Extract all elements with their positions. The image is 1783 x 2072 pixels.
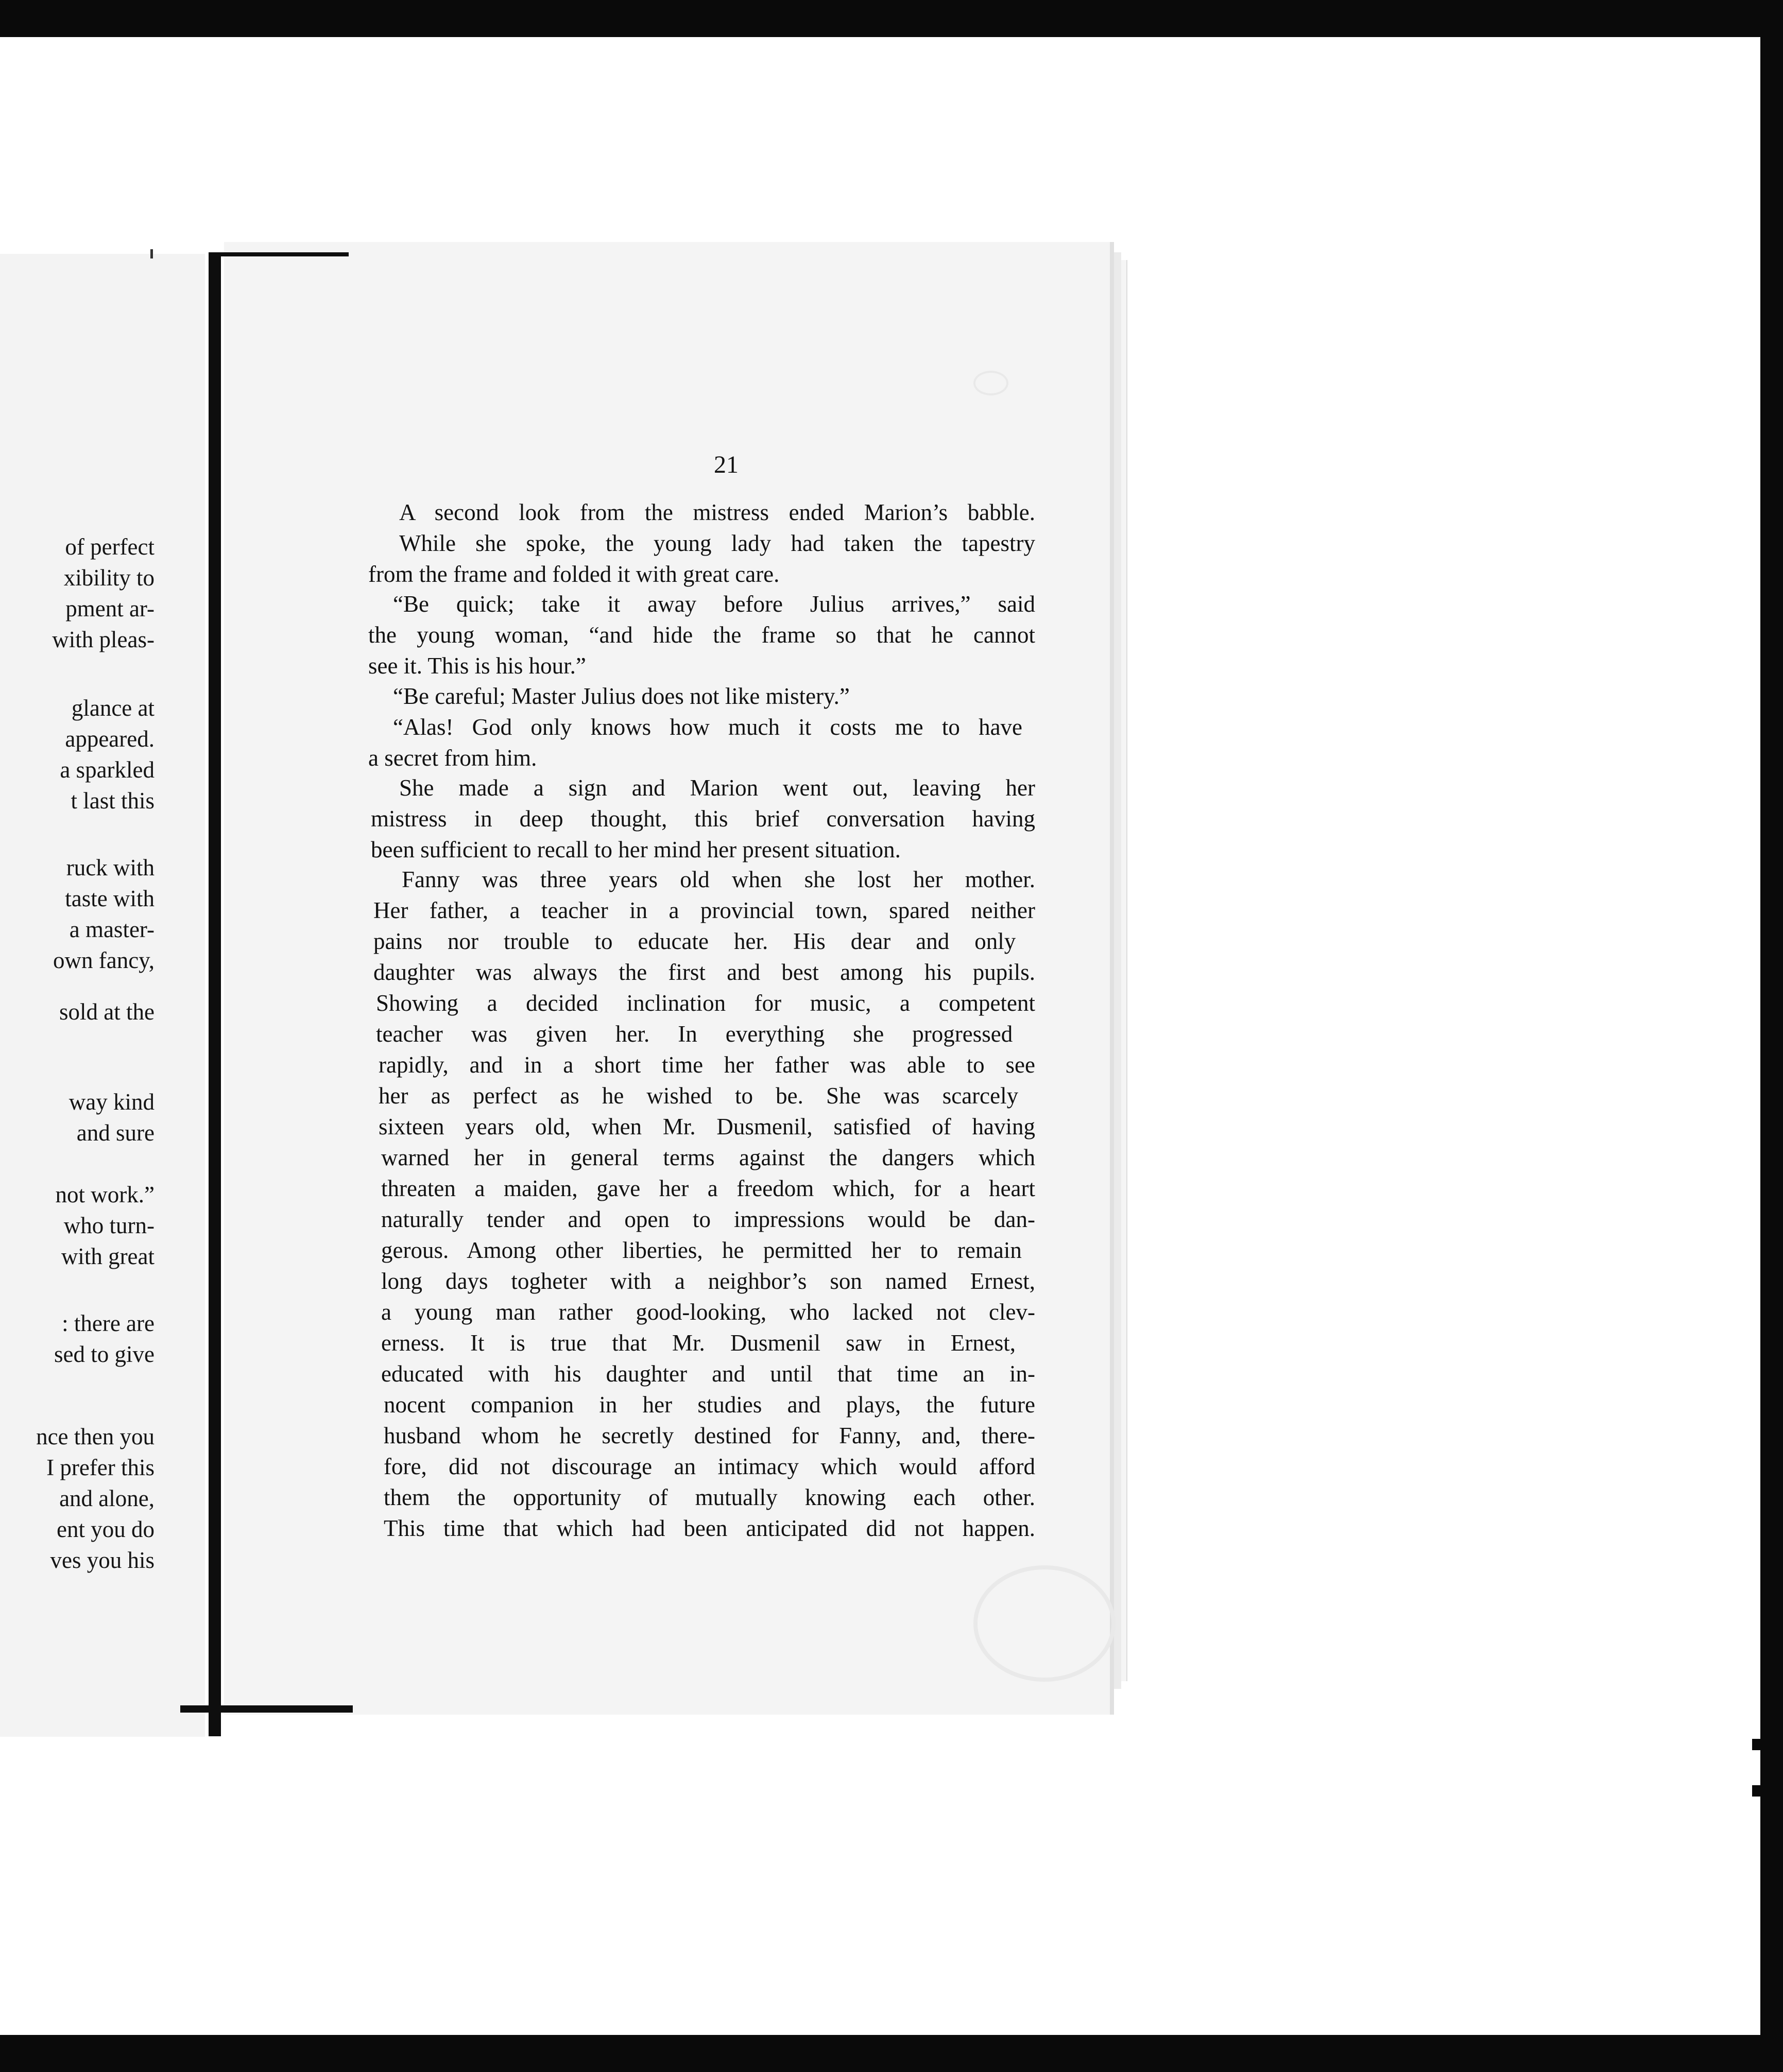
film-border-bottom bbox=[0, 2035, 1783, 2072]
page-edge bbox=[1121, 260, 1127, 1681]
text-line: husband whom he secretly destined for Fanny, and, there- bbox=[384, 1423, 1035, 1448]
binding-mark bbox=[150, 249, 153, 258]
left-page bbox=[0, 254, 205, 1737]
text-line: her as perfect as he wished to be. She was scarcely bbox=[379, 1083, 1019, 1109]
border-notch bbox=[1752, 1785, 1760, 1797]
paper-stain bbox=[973, 1565, 1116, 1682]
text-line: “Be quick; take it away before Julius arrives,” said bbox=[393, 591, 1035, 617]
text-line: see it. This is his hour.” bbox=[368, 653, 586, 679]
page-edge bbox=[1114, 252, 1121, 1689]
left-page-line: of perfect bbox=[65, 534, 155, 560]
book-binding-bottom bbox=[180, 1705, 353, 1713]
left-page-line: with great bbox=[61, 1244, 155, 1269]
left-page-line: and sure bbox=[76, 1120, 155, 1146]
text-line: long days togheter with a neighbor’s son named Ernest, bbox=[381, 1268, 1035, 1294]
text-line: This time that which had been anticipated did not happen. bbox=[384, 1515, 1035, 1541]
left-page-line: ent you do bbox=[57, 1516, 155, 1542]
left-page-line: pment ar- bbox=[65, 596, 155, 621]
left-page-line: nce then you bbox=[36, 1424, 155, 1449]
text-line: “Alas! God only knows how much it costs me to have bbox=[393, 714, 1023, 740]
paper-stain bbox=[973, 371, 1008, 395]
text-line: a young man rather good-looking, who lacked not clev- bbox=[381, 1299, 1035, 1325]
left-page-line: I prefer this bbox=[46, 1455, 155, 1480]
left-page-line: ves you his bbox=[50, 1547, 155, 1573]
left-page-line: with pleas- bbox=[52, 627, 155, 652]
text-line: a secret from him. bbox=[368, 745, 537, 771]
left-page-line: xibility to bbox=[63, 565, 155, 591]
text-line: mistress in deep thought, this brief conversation having bbox=[371, 806, 1035, 832]
text-line: teacher was given her. In everything she progressed bbox=[376, 1021, 1013, 1047]
text-line: threaten a maiden, gave her a freedom which, for a heart bbox=[381, 1176, 1035, 1201]
text-line: warned her in general terms against the dangers which bbox=[381, 1145, 1035, 1170]
left-page-line: own fancy, bbox=[53, 947, 155, 973]
film-border-right bbox=[1760, 37, 1783, 2035]
film-border-top bbox=[0, 0, 1783, 37]
text-line: the young woman, “and hide the frame so that he cannot bbox=[368, 622, 1035, 648]
text-line: gerous. Among other liberties, he permitted her to remain bbox=[381, 1237, 1022, 1263]
left-page-line: who turn- bbox=[63, 1213, 155, 1238]
text-line: A second look from the mistress ended Marion’s babble. bbox=[399, 499, 1035, 525]
text-line: fore, did not discourage an intimacy which would afford bbox=[384, 1454, 1035, 1479]
left-page-line: taste with bbox=[65, 886, 155, 911]
border-notch bbox=[1752, 1739, 1760, 1750]
text-line: Fanny was three years old when she lost her mother. bbox=[402, 867, 1035, 892]
text-line: Her father, a teacher in a provincial town, spared neither bbox=[373, 897, 1035, 923]
left-page-line: glance at bbox=[71, 695, 155, 721]
left-page-line: a sparkled bbox=[60, 757, 155, 783]
left-page-line: not work.” bbox=[55, 1182, 155, 1207]
left-page-line: : there are bbox=[62, 1310, 155, 1336]
text-line: sixteen years old, when Mr. Dusmenil, satisfied of having bbox=[379, 1114, 1035, 1139]
text-line: daughter was always the first and best among his pupils. bbox=[373, 959, 1035, 985]
text-line: pains nor trouble to educate her. His dear and only bbox=[373, 928, 1016, 954]
text-line: been sufficient to recall to her mind her present situation. bbox=[371, 837, 901, 862]
text-line: naturally tender and open to impressions would be dan- bbox=[381, 1206, 1035, 1232]
book-binding-top bbox=[212, 252, 349, 256]
left-page-line: ruck with bbox=[66, 855, 155, 880]
text-line: While she spoke, the young lady had taken the tapestry bbox=[399, 530, 1035, 556]
page-number: 21 bbox=[714, 451, 739, 478]
left-page-line: way kind bbox=[68, 1089, 155, 1115]
text-line: educated with his daughter and until that time an in- bbox=[381, 1361, 1035, 1387]
text-line: Showing a decided inclination for music, a competent bbox=[376, 990, 1035, 1016]
left-page-line: t last this bbox=[71, 788, 155, 814]
left-page-line: sold at the bbox=[59, 999, 155, 1025]
text-line: nocent companion in her studies and plays, the future bbox=[384, 1392, 1035, 1418]
text-line: them the opportunity of mutually knowing each other. bbox=[384, 1484, 1035, 1510]
text-line: rapidly, and in a short time her father was able to see bbox=[379, 1052, 1035, 1078]
left-page-line: and alone, bbox=[59, 1486, 155, 1511]
text-line: from the frame and folded it with great care. bbox=[368, 561, 780, 587]
left-page-line: appeared. bbox=[65, 726, 155, 752]
left-page-line: a master- bbox=[69, 917, 155, 942]
text-line: erness. It is true that Mr. Dusmenil saw in Ernest, bbox=[381, 1330, 1016, 1356]
book-binding bbox=[209, 252, 221, 1736]
text-line: She made a sign and Marion went out, leaving her bbox=[399, 775, 1035, 801]
left-page-line: sed to give bbox=[54, 1341, 155, 1367]
text-line: “Be careful; Master Julius does not like mistery.” bbox=[393, 683, 850, 709]
